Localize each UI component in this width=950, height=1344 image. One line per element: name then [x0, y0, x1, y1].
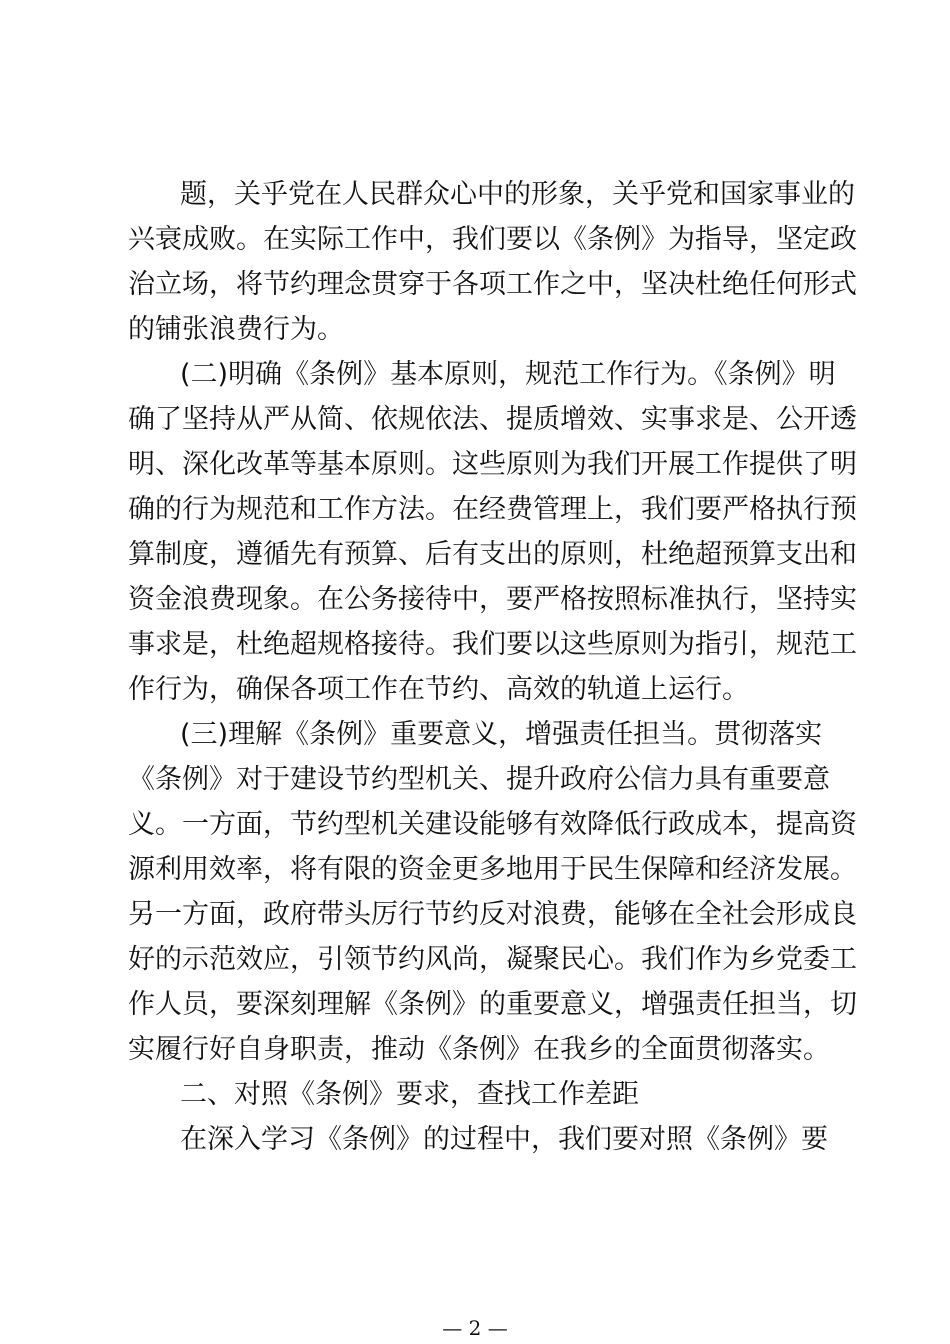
text-line: 治立场，将节约理念贯穿于各项工作之中，坚决杜绝任何形式 [128, 269, 857, 300]
text-line: 另一方面，政府带头厉行节约反对浪费，能够在全社会形成良 [128, 899, 857, 930]
text-line: 明、深化改革等基本原则。这些原则为我们开展工作提供了明 [128, 449, 857, 480]
text-line: 在深入学习《条例》的过程中，我们要对照《条例》要 [180, 1124, 828, 1155]
text-line: 义。一方面，节约型机关建设能够有效降低行政成本，提高资 [128, 809, 857, 840]
text-line: 确了坚持从严从简、依规依法、提质增效、实事求是、公开透 [128, 404, 857, 435]
text-line: 资金浪费现象。在公务接待中，要严格按照标准执行，坚持实 [128, 584, 857, 615]
text-line: 事求是，杜绝超规格接待。我们要以这些原则为指引，规范工 [128, 629, 857, 660]
page-number: — 2 — [442, 1316, 508, 1340]
text-line: 兴衰成败。在实际工作中，我们要以《条例》为指导，坚定政 [128, 224, 857, 255]
section-heading: 二、对照《条例》要求，查找工作差距 [180, 1079, 639, 1110]
paragraph-heading-2: (二)明确《条例》基本原则，规范工作行为。《条例》明 [180, 359, 836, 390]
body-text [128, 172, 857, 1162]
text-line: 的铺张浪费行为。 [128, 314, 344, 345]
paragraph-heading-3: (三)理解《条例》重要意义，增强责任担当。贯彻落实 [180, 719, 823, 750]
text-line: 作行为，确保各项工作在节约、高效的轨道上运行。 [128, 674, 749, 705]
text-line: 算制度，遵循先有预算、后有支出的原则，杜绝超预算支出和 [128, 539, 857, 570]
text-line: 确的行为规范和工作方法。在经费管理上，我们要严格执行预 [128, 494, 857, 525]
text-line: 《条例》对于建设节约型机关、提升政府公信力具有重要意 [128, 764, 830, 795]
text-line: 题，关乎党在人民群众心中的形象，关乎党和国家事业的 [180, 179, 855, 210]
text-line: 好的示范效应，引领节约风尚，凝聚民心。我们作为乡党委工 [128, 944, 857, 975]
text-line: 作人员，要深刻理解《条例》的重要意义，增强责任担当，切 [128, 989, 857, 1020]
text-line: 源利用效率，将有限的资金更多地用于民生保障和经济发展。 [128, 854, 857, 885]
text-line: 实履行好自身职责，推动《条例》在我乡的全面贯彻落实。 [128, 1034, 830, 1065]
